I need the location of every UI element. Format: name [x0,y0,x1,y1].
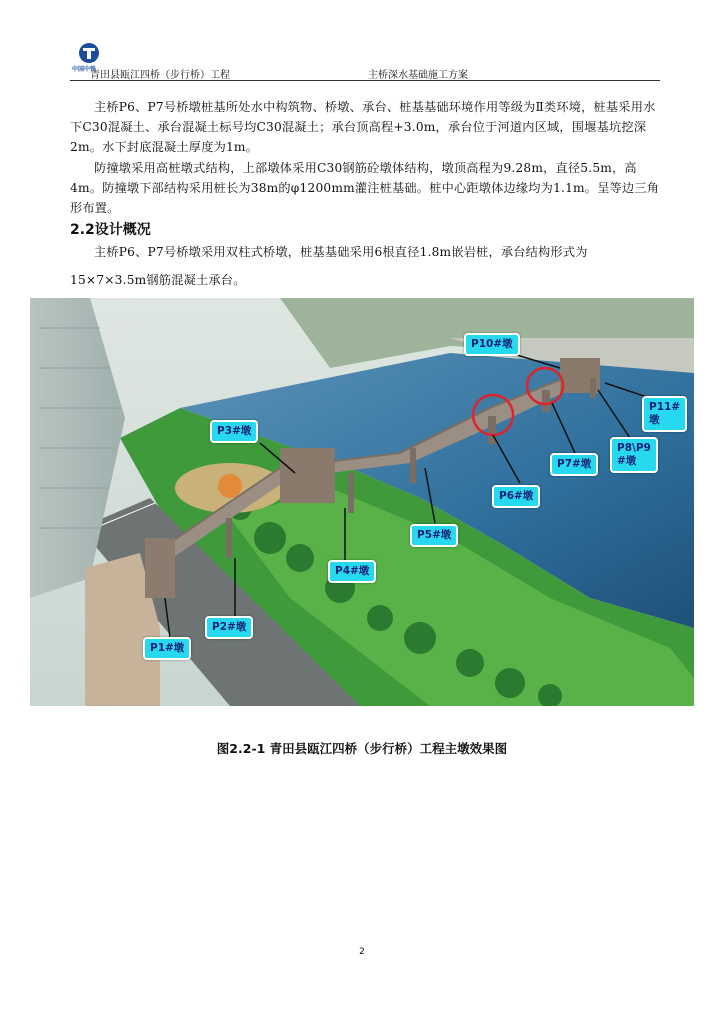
label-pier-p7: P7#墩 [550,453,598,476]
label-pier-p5: P5#墩 [410,524,458,547]
page-header [70,38,660,81]
section-heading: 2.2设计概况 [70,222,151,238]
header-project-title: 青田县瓯江四桥（步行桥）工程 [90,70,230,81]
header-document-title: 主桥深水基础施工方案 [368,70,468,81]
label-pier-p2: P2#墩 [205,616,253,639]
label-pier-p11-line1: P11# [649,401,681,413]
label-pier-p8-p9-line2: #墩 [617,455,637,467]
bridge-rendering [30,298,694,706]
label-pier-p8-p9 [610,437,658,473]
label-pier-p11-line2: 墩 [649,414,660,426]
bridge-rendering-image [30,298,694,706]
label-pier-p6: P6#墩 [492,485,540,508]
paragraph-environment: 主桥P6、P7号桥墩桩基所处水中构筑物、桥墩、承台、桩基基础环境作用等级为Ⅱ类环境，桩基采用水下C30混凝土、承台混凝土标号均C30混凝土；承台顶高程+3.0m，承台位于河道内区域，围堰基坑挖深2m。水下封底混凝土厚度为1m。 [70,100,656,154]
logo-text: 中国中铁 [72,66,97,73]
label-pier-p1: P1#墩 [143,637,191,660]
label-pier-p3: P3#墩 [210,420,258,443]
paragraph-anticollision: 防撞墩采用高桩墩式结构，上部墩体采用C30钢筋砼墩体结构，墩顶高程为9.28m，直径5.5m，高4m。防撞墩下部结构采用桩长为38m的φ1200mm灌注桩基础。桩中心距墩体边缘均为1.1m。呈等边三角形布置。 [70,161,660,215]
label-pier-p10: P10#墩 [464,333,520,356]
figure-caption: 图2.2-1 青田县瓯江四桥（步行桥）工程主墩效果图 [216,741,508,756]
label-pier-p11 [642,396,687,432]
label-pier-p4: P4#墩 [328,560,376,583]
label-pier-p8-p9-line1: P8\P9 [617,442,651,454]
paragraph-design: 主桥P6、P7号桥墩采用双柱式桥墩，桩基基础采用6根直径1.8m嵌岩桩，承台结构形式为15×7×3.5m钢筋混凝土承台。 [70,245,588,287]
page-number: 2 [359,947,365,957]
company-logo-icon [76,42,102,64]
